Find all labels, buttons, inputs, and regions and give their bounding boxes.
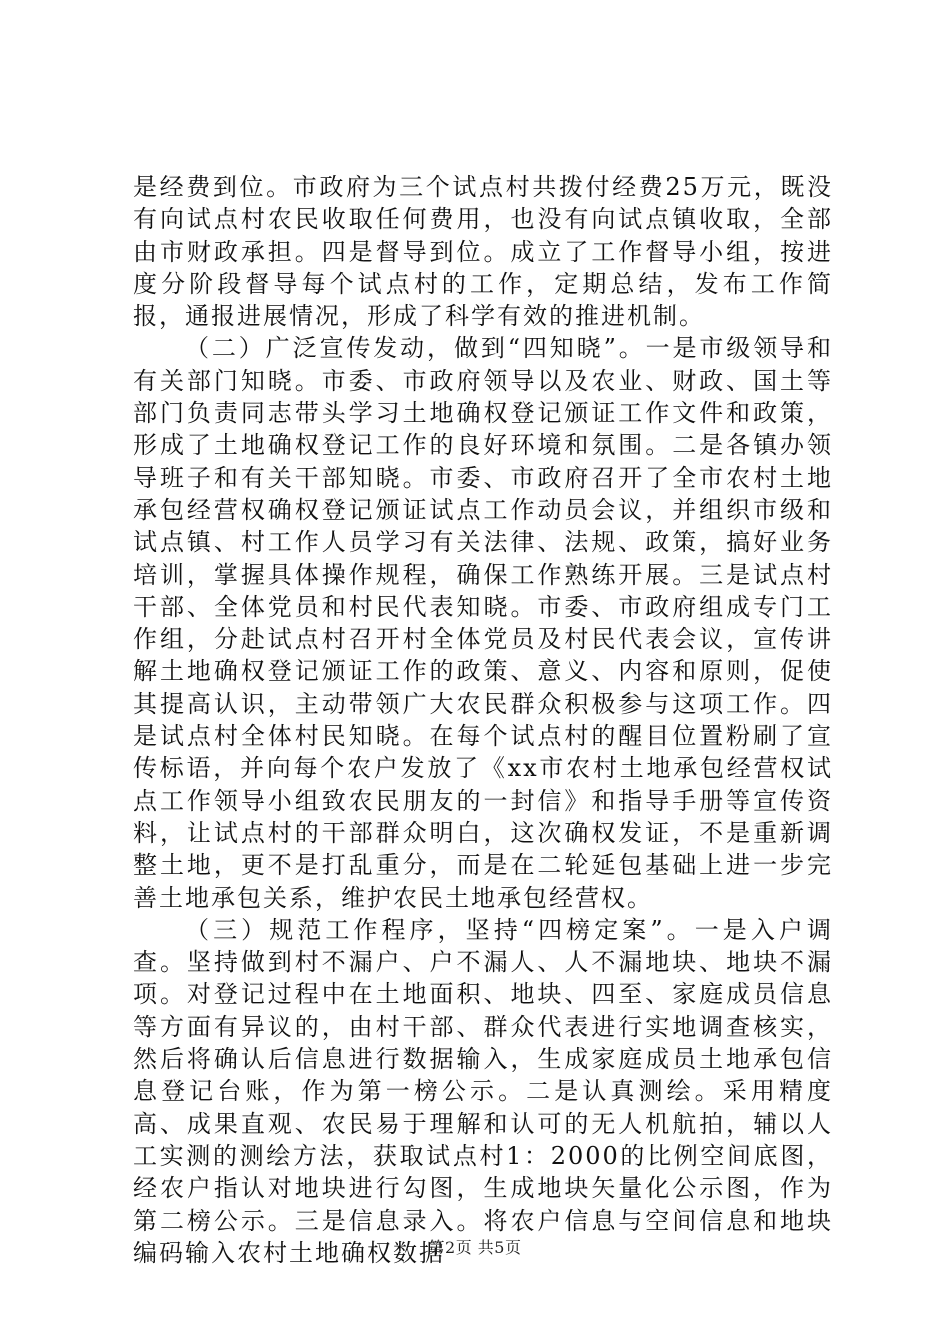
paragraph-publicity: （二）广泛宣传发动，做到“四知晓”。一是市级领导和有关部门知晓。市委、市政府领导以及农业、财政、国土等部门负责同志带头学习土地确权登记颁证工作文件和政策，形成了土地确权登记工作的良好环境和氛围。二是各镇办领导班子和有关干部知晓。市委、市政府召开了全市农村土地承包经营权确权登记颁证试点工作动员会议，并组织市级和试点镇、村工作人员学习有关法律、法规、政策，搞好业务培训，掌握具体操作规程，确保工作熟练开展。三是试点村干部、全体党员和村民代表知晓。市委、市政府组成专门工作组，分赴试点村召开村全体党员及村民代表会议，宣传讲解土地确权登记颁证工作的政策、意义、内容和原则，促使其提高认识，主动带领广大农民群众积极参与这项工作。四是试点村全体村民知晓。在每个试点村的醒目位置粉刷了宣传标语，并向每个农户发放了《xx市农村土地承包经营权试点工作领导小组致农民朋友的一封信》和指导手册等宣传资料，让试点村的干部群众明白，这次确权发证，不是重新调整土地，更不是打乱重分，而是在二轮延包基础上进一步完善土地承包关系，维护农民土地承包经营权。	[133, 334, 833, 912]
paragraph-funding-supervision: 是经费到位。市政府为三个试点村共拨付经费25万元，既没有向试点村农民收取任何费用，也没有向试点镇收取，全部由市财政承担。四是督导到位。成立了工作督导小组，按进度分阶段督导每个试点村的工作，定期总结，发布工作简报，通报进展情况，形成了科学有效的推进机制。	[133, 173, 833, 331]
document-body	[133, 171, 833, 1269]
paragraph-procedure: （三）规范工作程序，坚持“四榜定案”。一是入户调查。坚持做到村不漏户、户不漏人、人不漏地块、地块不漏项。对登记过程中在土地面积、地块、四至、家庭成员信息等方面有异议的，由村干部、群众代表进行实地调查核实，然后将确认后信息进行数据输入，生成家庭成员土地承包信息登记台账，作为第一榜公示。二是认真测绘。采用精度高、成果直观、农民易于理解和认可的无人机航拍，辅以人工实测的测绘方法，获取试点村1：2000的比例空间底图，经农户指认对地块进行勾图，生成地块矢量化公示图，作为第二榜公示。三是信息录入。将农户信息与空间信息和地块编码输入农村土地确权数据	[133, 915, 833, 1267]
page-number-footer: 第2页 共5页	[428, 1238, 522, 1257]
